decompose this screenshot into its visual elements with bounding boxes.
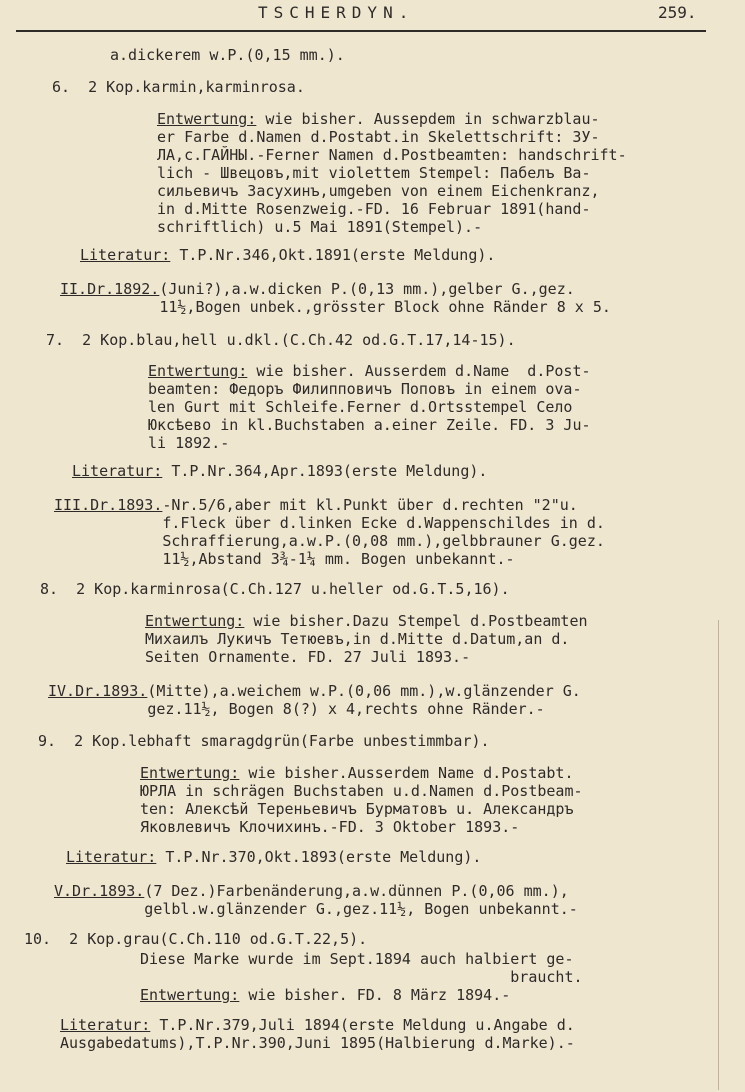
text-line bbox=[157, 164, 590, 182]
line-text: Юксѣево in kl.Buchstaben a.einer Zeile. FD. 3 Ju- bbox=[148, 416, 591, 434]
line-text: lich - Швецовъ,mit violettem Stempel: Пабелъ Ва- bbox=[157, 164, 591, 182]
underlined-label: Entwertung: bbox=[157, 110, 257, 128]
text-line bbox=[148, 380, 581, 398]
underlined-label: II.Dr.1892. bbox=[60, 280, 160, 298]
text-line bbox=[48, 700, 545, 718]
line-text: beamten: Федоръ Филипповичъ Поповъ in einem ova- bbox=[148, 380, 582, 398]
line-lead-text: 9. 2 Kop.lebhaft smaragdgrün(Farbe unbestimmbar). bbox=[38, 732, 490, 750]
underlined-label: Literatur: bbox=[60, 1016, 151, 1034]
text-line bbox=[46, 331, 516, 349]
text-line bbox=[145, 612, 588, 630]
text-line bbox=[80, 246, 495, 264]
text-line bbox=[157, 146, 627, 164]
line-text: T.P.Nr.364,Apr.1893(erste Meldung). bbox=[162, 462, 488, 480]
line-text: (Juni?),a.w.dicken P.(0,13 mm.),gelber G.,gez. bbox=[159, 280, 575, 298]
text-line bbox=[66, 848, 481, 866]
line-text: (Mitte),a.weichem w.P.(0,06 mm.),w.glänzender G. bbox=[147, 682, 581, 700]
line-text: 11½,Bogen unbek.,grösster Block ohne Ränder 8 x 5. bbox=[60, 298, 611, 316]
line-text: сильевичъ Засухинъ,umgeben von einem Eichenkranz, bbox=[157, 182, 600, 200]
line-lead-text: 10. 2 Kop.grau(C.Ch.110 od.G.T.22,5). bbox=[24, 930, 368, 948]
text-line bbox=[48, 682, 581, 700]
line-text: (7 Dez.)Farbenänderung,a.w.dünnen P.(0,06 mm.), bbox=[144, 882, 569, 900]
text-line bbox=[145, 630, 569, 648]
text-line bbox=[148, 416, 591, 434]
text-line bbox=[54, 882, 569, 900]
text-line bbox=[54, 900, 578, 918]
text-line bbox=[157, 200, 590, 218]
text-line bbox=[157, 218, 482, 236]
text-line bbox=[140, 764, 573, 782]
text-line bbox=[60, 1034, 575, 1052]
underlined-label: Literatur: bbox=[80, 246, 171, 264]
text-line bbox=[110, 46, 345, 64]
underlined-label: IV.Dr.1893. bbox=[48, 682, 148, 700]
line-text: braucht. bbox=[140, 968, 583, 986]
text-line bbox=[24, 930, 367, 948]
underlined-label: Entwertung: bbox=[148, 362, 248, 380]
text-line bbox=[140, 986, 510, 1004]
line-text: gez.11½, Bogen 8(?) x 4,rechts ohne Ränder.- bbox=[48, 700, 545, 718]
text-line bbox=[140, 950, 573, 968]
text-line bbox=[54, 550, 515, 568]
line-text: T.P.Nr.370,Okt.1893(erste Meldung). bbox=[156, 848, 482, 866]
underlined-label: Entwertung: bbox=[140, 764, 240, 782]
underlined-label: Entwertung: bbox=[140, 986, 240, 1004]
text-line bbox=[60, 280, 575, 298]
page-number: 259. bbox=[658, 3, 697, 22]
line-text: gelbl.w.glänzender G.,gez.11½, Bogen unbekannt.- bbox=[54, 900, 578, 918]
line-text: 11½,Abstand 3¾-1¼ mm. Bogen unbekannt.- bbox=[54, 550, 515, 568]
underlined-label: Literatur: bbox=[72, 462, 163, 480]
underlined-label: Entwertung: bbox=[145, 612, 245, 630]
text-line bbox=[148, 398, 572, 416]
line-text: T.P.Nr.346,Okt.1891(erste Meldung). bbox=[170, 246, 496, 264]
line-text: li 1892.- bbox=[148, 434, 230, 452]
line-text: -Nr.5/6,aber mit kl.Punkt über d.rechten "2"u. bbox=[162, 496, 578, 514]
text-line bbox=[157, 182, 600, 200]
line-text: Schraffierung,a.w.P.(0,08 mm.),gelbbrauner G.gez. bbox=[54, 532, 605, 550]
text-line bbox=[54, 496, 578, 514]
line-text: T.P.Nr.379,Juli 1894(erste Meldung u.Angabe d. bbox=[150, 1016, 575, 1034]
line-lead-text: 8. 2 Kop.karminrosa(C.Ch.127 u.heller od.G.T.5,16). bbox=[40, 580, 510, 598]
line-text: wie bisher. FD. 8 März 1894.- bbox=[239, 986, 511, 1004]
text-line bbox=[54, 514, 605, 532]
line-text: er Farbe d.Namen d.Postabt.in Skelettschrift: ЗУ- bbox=[157, 128, 600, 146]
line-text: f.Fleck über d.linken Ecke d.Wappenschildes in d. bbox=[54, 514, 605, 532]
text-line bbox=[145, 648, 470, 666]
line-text: len Gurt mit Schleife.Ferner d.Ortsstempel Село bbox=[148, 398, 573, 416]
text-line bbox=[40, 580, 510, 598]
text-line bbox=[148, 434, 229, 452]
text-line bbox=[140, 818, 519, 836]
text-line bbox=[38, 732, 490, 750]
line-text: in d.Mitte Rosenzweig.-FD. 16 Februar 1891(hand- bbox=[157, 200, 591, 218]
text-line bbox=[157, 110, 600, 128]
line-text: wie bisher. Aussepdem in schwarzblau- bbox=[256, 110, 600, 128]
line-text: a.dickerem w.P.(0,15 mm.). bbox=[110, 46, 345, 64]
text-line bbox=[140, 800, 573, 818]
line-text: wie bisher.Dazu Stempel d.Postbeamten bbox=[244, 612, 588, 630]
line-text: wie bisher.Ausserdem Name d.Postabt. bbox=[239, 764, 574, 782]
text-line bbox=[140, 968, 583, 986]
line-text: Михаилъ Лукичъ Тетюевъ,in d.Mitte d.Datum,an d. bbox=[145, 630, 570, 648]
line-text: Ausgabedatums),T.P.Nr.390,Juni 1895(Halbierung d.Marke).- bbox=[60, 1034, 575, 1052]
text-line bbox=[72, 462, 487, 480]
line-text: schriftlich) u.5 Mai 1891(Stempel).- bbox=[157, 218, 483, 236]
line-text: ten: Алексѣй Тереньевичъ Бурматовъ u. Александръ bbox=[140, 800, 574, 818]
running-header-title: TSCHERDYN. bbox=[258, 3, 415, 22]
line-text: Seiten Ornamente. FD. 27 Juli 1893.- bbox=[145, 648, 471, 666]
underlined-label: III.Dr.1893. bbox=[54, 496, 163, 514]
text-line bbox=[140, 782, 583, 800]
underlined-label: V.Dr.1893. bbox=[54, 882, 145, 900]
page-edge-line bbox=[718, 620, 719, 1090]
line-text: wie bisher. Ausserdem d.Name d.Post- bbox=[247, 362, 591, 380]
text-line bbox=[60, 298, 611, 316]
line-text: ЛА,с.ГАЙНЫ.-Ferner Namen d.Postbeamten: handschrift- bbox=[157, 146, 627, 164]
line-text: Diese Marke wurde im Sept.1894 auch halbiert ge- bbox=[140, 950, 574, 968]
text-line bbox=[157, 128, 600, 146]
line-lead-text: 7. 2 Kop.blau,hell u.dkl.(C.Ch.42 od.G.T.17,14-15). bbox=[46, 331, 516, 349]
line-lead-text: 6. 2 Kop.karmin,karminrosa. bbox=[52, 78, 305, 96]
line-text: ЮРЛА in schrägen Buchstaben u.d.Namen d.Postbeam- bbox=[140, 782, 583, 800]
text-line bbox=[52, 78, 305, 96]
header-rule bbox=[16, 30, 706, 32]
text-line bbox=[54, 532, 605, 550]
text-line bbox=[148, 362, 591, 380]
underlined-label: Literatur: bbox=[66, 848, 157, 866]
line-text: Яковлевичъ Клочихинъ.-FD. 3 Oktober 1893.- bbox=[140, 818, 520, 836]
text-line bbox=[60, 1016, 575, 1034]
